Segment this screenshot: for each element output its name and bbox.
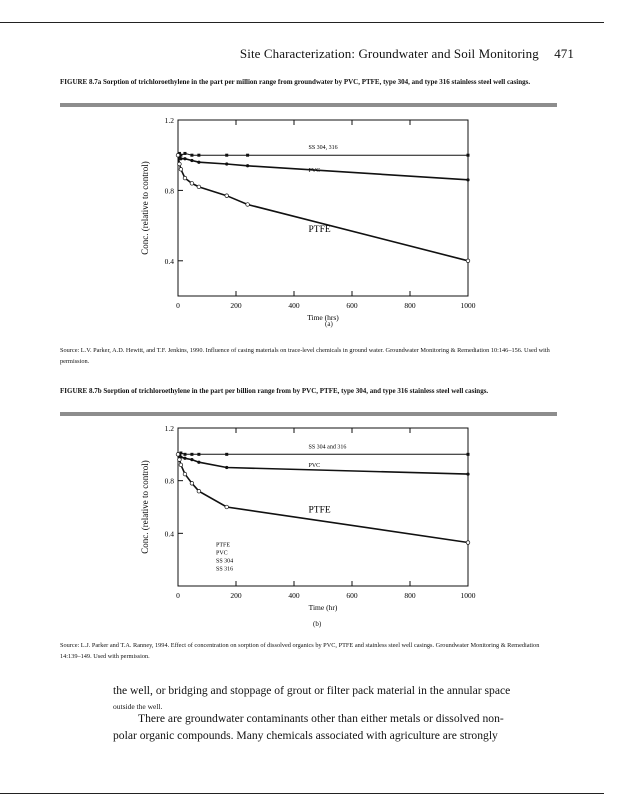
data-point — [183, 176, 187, 180]
data-point — [466, 472, 469, 475]
data-point — [467, 453, 470, 456]
y-tick-label: 1.2 — [164, 116, 174, 125]
data-point — [225, 466, 228, 469]
series-line — [178, 153, 468, 155]
bottom-rule — [0, 793, 604, 794]
data-point — [225, 162, 228, 165]
figure-b-rule — [60, 412, 557, 416]
x-tick-label: 400 — [288, 301, 300, 310]
data-point — [190, 458, 193, 461]
y-tick-label: 0.4 — [164, 256, 174, 266]
data-point — [197, 489, 201, 493]
body-line-3: There are groundwater contaminants other than either metals or dissolved non- — [138, 712, 504, 725]
y-axis-label: Conc. (relative to control) — [140, 460, 150, 554]
x-axis-label: Time (hr) — [308, 603, 338, 612]
series-label: SS 304 and 316 — [308, 444, 347, 451]
figure-b-caption: FIGURE 8.7b Sorption of trichloroethylene in the part per billion range from by PVC, PTFE, type 304, and type 316 stainless steel well casings. — [60, 387, 489, 395]
data-point — [178, 458, 182, 462]
data-point — [246, 164, 249, 167]
data-point — [190, 159, 193, 162]
y-tick-label: 0.4 — [164, 529, 174, 539]
top-rule — [0, 22, 604, 23]
x-tick-label: 0 — [176, 301, 180, 310]
data-point — [179, 463, 183, 467]
series-label: SS 304, 316 — [308, 145, 338, 152]
data-point — [176, 453, 180, 457]
series-line — [178, 454, 468, 542]
data-point — [190, 453, 193, 456]
figure-a-caption: FIGURE 8.7a Sorption of trichloroethylene in the part per million range from groundwater by PVC, PTFE, type 304, and type 316 stainless steel well casings. — [60, 78, 531, 86]
y-axis-label: Conc. (relative to control) — [140, 161, 150, 255]
x-tick-label: 800 — [404, 301, 416, 310]
data-point — [183, 457, 186, 460]
y-tick-label: 0.8 — [164, 476, 174, 486]
legend-entry: SS 304 — [216, 558, 234, 565]
data-point — [190, 154, 193, 157]
page-number: 471 — [554, 46, 574, 61]
series-label: PTFE — [308, 225, 331, 236]
data-point — [467, 154, 470, 157]
data-point — [246, 154, 249, 157]
figure-a-panel-label: (a) — [325, 320, 333, 328]
x-tick-label: 200 — [230, 301, 242, 310]
x-tick-label: 1000 — [460, 301, 476, 310]
running-head-title: Site Characterization: Groundwater and Soil Monitoring — [239, 46, 539, 61]
series-line — [178, 454, 468, 474]
data-point — [466, 178, 469, 181]
x-tick-label: 600 — [346, 591, 358, 600]
figure-b-panel-label: (b) — [313, 620, 322, 628]
data-point — [178, 162, 182, 166]
data-point — [225, 453, 228, 456]
y-tick-label: 0.8 — [164, 186, 174, 196]
data-point — [183, 472, 187, 476]
data-point — [197, 453, 200, 456]
data-point — [183, 152, 186, 155]
figure-a-source: Source: L.V. Parker, A.D. Hewitt, and T.F. Jenkins, 1990. Influence of casing materials on trace-level chemicals in ground water. Groundwater Monitoring & Remediation 10:146–156. Used with permission. — [60, 347, 550, 365]
x-tick-label: 400 — [288, 591, 300, 600]
data-point — [225, 505, 229, 509]
data-point — [246, 203, 250, 207]
body-line-4: polar organic compounds. Many chemicals associated with agriculture are strongly — [113, 729, 498, 742]
x-tick-label: 200 — [230, 591, 242, 600]
data-point — [179, 167, 183, 171]
series-label: PVC — [308, 462, 321, 469]
figure-b-source: Source: L.J. Parker and T.A. Ranney, 1994. Effect of concentration on sorption of dissolved organics by PVC, PTFE and stainless steel well casings. Groundwater Monitoring & Remediation 14:139–149. Used with permission. — [60, 642, 540, 660]
body-line-1: the well, or bridging and stoppage of grout or filter pack material in the annular space — [113, 684, 511, 697]
x-tick-label: 800 — [404, 591, 416, 600]
data-point — [197, 161, 200, 164]
data-point — [197, 461, 200, 464]
data-point — [190, 482, 194, 486]
series-line — [178, 453, 468, 454]
series-label: PVC — [308, 167, 321, 174]
legend-entry: PVC — [216, 550, 228, 557]
chart-a — [130, 112, 510, 344]
y-tick-label: 1.2 — [164, 424, 174, 433]
data-point — [225, 194, 229, 198]
data-point — [176, 153, 180, 157]
data-point — [225, 154, 228, 157]
x-tick-label: 600 — [346, 301, 358, 310]
data-point — [190, 182, 194, 186]
series-label: PTFE — [308, 505, 331, 516]
data-point — [179, 157, 182, 160]
data-point — [183, 453, 186, 456]
series-line — [178, 155, 468, 180]
x-tick-label: 0 — [176, 591, 180, 600]
body-line-2: outside the well. — [113, 702, 163, 711]
x-tick-label: 1000 — [460, 591, 476, 600]
data-point — [466, 259, 470, 263]
data-point — [183, 157, 186, 160]
data-point — [466, 541, 470, 545]
x-axis-label: Time (hrs) — [307, 313, 339, 322]
legend-entry: PTFE — [216, 542, 231, 549]
running-head — [240, 46, 574, 62]
legend-entry: SS 316 — [216, 566, 234, 573]
chart-b — [130, 420, 510, 618]
data-point — [197, 154, 200, 157]
data-point — [197, 185, 201, 189]
figure-a-rule — [60, 103, 557, 107]
